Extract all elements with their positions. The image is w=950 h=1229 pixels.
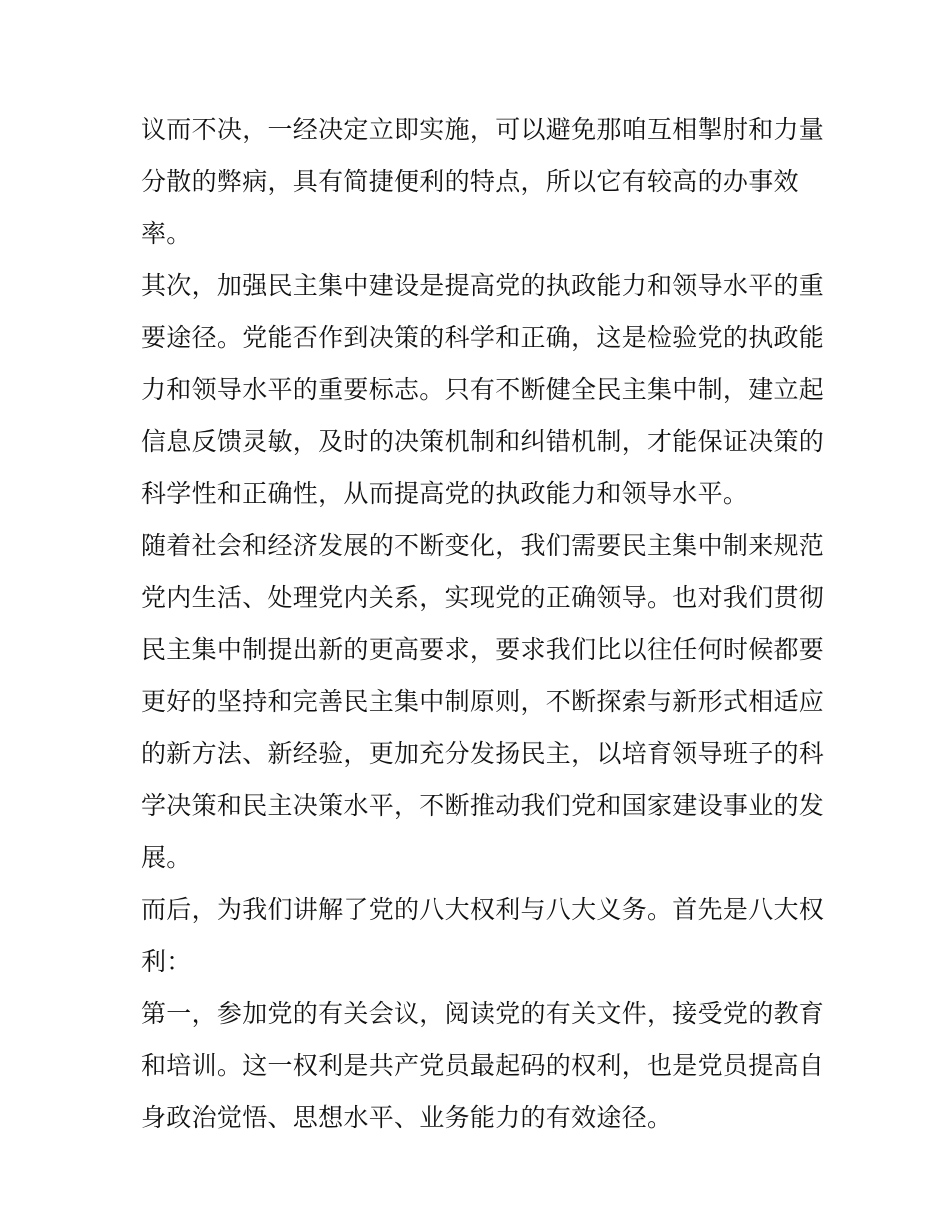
text-line: 利： [141, 947, 192, 976]
text-line: 学决策和民主决策水平，不断推动我们党和国家建设事业的发 [141, 791, 825, 820]
text-line: 的新方法、新经验，更加充分发扬民主，以培育领导班子的科 [141, 739, 825, 768]
text-line: 其次，加强民主集中建设是提高党的执政能力和领导水平的重 [141, 271, 825, 300]
paragraph-3 [141, 520, 825, 884]
text-line: 第一，参加党的有关会议，阅读党的有关文件，接受党的教育 [141, 999, 825, 1028]
text-line: 民主集中制提出新的更高要求，要求我们比以往任何时候都要 [141, 635, 825, 664]
text-line: 率。 [141, 219, 192, 248]
document-body [141, 104, 825, 1144]
paragraph-5 [141, 988, 825, 1144]
text-line: 和培训。这一权利是共产党员最起码的权利，也是党员提高自 [141, 1051, 825, 1080]
text-line: 而后，为我们讲解了党的八大权利与八大义务。首先是八大权 [141, 895, 825, 924]
text-line: 更好的坚持和完善民主集中制原则，不断探索与新形式相适应 [141, 687, 825, 716]
text-line: 随着社会和经济发展的不断变化，我们需要民主集中制来规范 [141, 531, 825, 560]
text-line: 信息反馈灵敏，及时的决策机制和纠错机制，才能保证决策的 [141, 427, 825, 456]
text-line: 身政治觉悟、思想水平、业务能力的有效途径。 [141, 1103, 673, 1132]
text-line: 要途径。党能否作到决策的科学和正确，这是检验党的执政能 [141, 323, 825, 352]
text-line: 党内生活、处理党内关系，实现党的正确领导。也对我们贯彻 [141, 583, 825, 612]
text-line: 展。 [141, 843, 192, 872]
paragraph-4 [141, 884, 825, 988]
text-line: 议而不决，一经决定立即实施，可以避免那咱互相掣肘和力量 [141, 115, 825, 144]
text-line: 分散的弊病，具有简捷便利的特点，所以它有较高的办事效 [141, 167, 799, 196]
text-line: 科学性和正确性，从而提高党的执政能力和领导水平。 [141, 479, 749, 508]
paragraph-1 [141, 104, 825, 260]
text-line: 力和领导水平的重要标志。只有不断健全民主集中制，建立起 [141, 375, 825, 404]
paragraph-2 [141, 260, 825, 520]
